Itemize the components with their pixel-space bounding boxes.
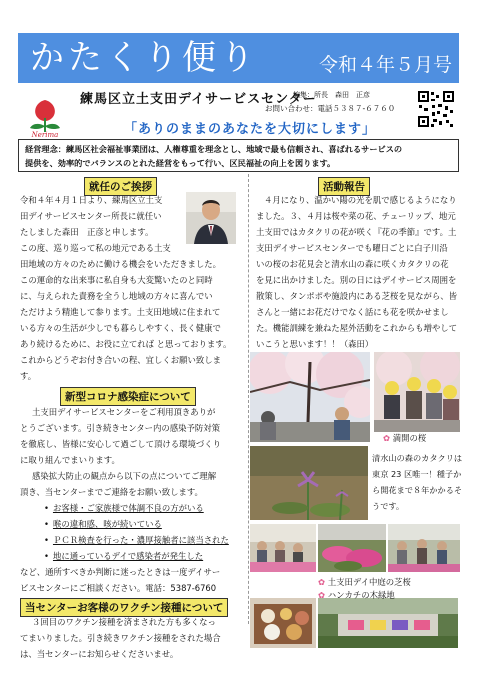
text-line: これからどうぞお付き合いの程、宜しくお願い致しま	[20, 355, 221, 365]
corona-text	[20, 404, 221, 500]
text-line: た。機能訓練を兼ねた屋外活動をこれからも増やして	[256, 323, 457, 333]
text-line: この度、巡り巡って私の地元である土支	[20, 243, 171, 253]
philosophy-line: 経営理念：練馬区社会福祉事業団は、人権尊重を理念とし、地域で最も信頼され、喜ばれるサービスの	[25, 144, 403, 154]
qr-code[interactable]	[417, 90, 455, 128]
editor-line: 編集：所長 森田 正彦	[293, 91, 370, 99]
activity-text	[256, 192, 457, 352]
text-line: ただけよう精進して参ります。土支田地域に住まれて	[20, 307, 221, 317]
garden-photo-2	[388, 524, 460, 572]
text-line: 土支田デイサービスセンターをご利用頂きありが	[32, 407, 216, 417]
katakuri-caption	[372, 450, 462, 514]
shibazakura-caption	[318, 576, 411, 588]
text-line: いの桜のお花見会と清水山の森に咲くカタクリの花	[256, 259, 449, 269]
text-line: 土支田ではカタクリの花が咲く『花の季節』です。土	[256, 227, 457, 237]
issue-date: 令和４年５月号	[318, 54, 452, 76]
text-line: 田地域の方々のために働ける機会をいただきました。	[20, 259, 221, 269]
text-line: など、通所すべきか判断に迷ったときは一度デイサー	[20, 567, 221, 577]
text-line: この運命的な出来事に私自身も大変驚いたのと同時	[20, 275, 213, 285]
philosophy-box	[18, 139, 459, 172]
bullet-item	[44, 548, 203, 564]
text-line: てまいりました。引き続きワクチン接種をされた場合	[20, 633, 221, 643]
text-line: いこうと思います！！（森田）	[256, 339, 374, 349]
text-line: 支田デイサービスセンターでも曜日ごとに白子川沿	[256, 243, 448, 253]
slogan: 「ありのままのあなたを大切にします」	[124, 122, 377, 137]
text-line: さんと一緒にお花だけでなく話にも花を咲かせまし	[256, 307, 449, 317]
bullet-text: お客様・ご家族様で体調不良の方がいる	[52, 503, 204, 513]
text-line: たしました森田 正彦と申します。	[20, 227, 154, 237]
text-line: ました。３、４月は桜や菜の花、チューリップ、地元	[256, 211, 456, 221]
text-line: に、与えられた責務を全うし地域の方々に喜んでい	[20, 291, 213, 301]
flower-icon: ✿	[318, 577, 326, 587]
cherry-caption	[383, 432, 426, 444]
bullet-item	[44, 532, 229, 548]
text-line: 田デイサービスセンター所長に就任い	[20, 211, 162, 221]
cherry-blossom-photo	[250, 352, 370, 442]
vaccine-heading: 当センターお客様のワクチン接種について	[20, 598, 228, 617]
shibazakura-photo	[318, 524, 386, 572]
text-line: ４月になり、温かい陽の光を肌で感じるようになり	[264, 195, 457, 205]
director-photo	[186, 192, 236, 244]
text-line: 東京 23 区唯一！種子か	[372, 469, 462, 479]
greeting-heading: 就任のご挨拶	[84, 177, 157, 196]
activity-heading: 活動報告	[318, 177, 370, 196]
corona-heading: 新型コロナ感染症について	[60, 387, 196, 406]
bullet-item	[44, 516, 162, 532]
hankachi-caption	[318, 589, 395, 601]
text-line: ３回目のワクチン接種を済まされた方も多くなっ	[32, 617, 216, 627]
vaccine-text	[20, 614, 221, 662]
logo-text: Nerima	[31, 131, 59, 138]
text-line: 感染拡大防止の観点から以下の点についてご理解	[32, 471, 217, 481]
caption-text: ハンカチの木緑地	[327, 590, 395, 600]
contact-line: お問い合わせ：電話５３８７-６７６０	[265, 104, 396, 113]
text-line: 散策し、タンポポや施設内にある芝桜を見ながら、皆	[256, 291, 457, 301]
newsletter-title: かたくり便り	[30, 38, 258, 78]
group-photo	[374, 352, 460, 432]
bullet-text: ＰＣＲ検査を行った・濃厚接触者に該当された	[52, 535, 229, 545]
corona-after-text	[20, 564, 220, 596]
text-line: ビスセンターにご相談ください。電話：5387-6760	[20, 583, 217, 593]
text-line: を見に出かけました。別の日にはデイサービス周囲を	[256, 275, 457, 285]
flower-icon: ✿	[383, 433, 391, 443]
hankachi-tree-photo	[318, 598, 458, 648]
text-line: 清水山の森のカタクリは	[372, 453, 463, 463]
caption-text: 土支田デイ中庭の芝桜	[327, 577, 411, 587]
text-line: うです。	[372, 501, 405, 511]
text-line: に取り組んでまいります。	[20, 455, 120, 465]
text-line: あり続けるために、お役に立てれば と思っております。	[20, 339, 232, 349]
meal-photo	[250, 598, 316, 648]
text-line: を徹底し、皆様に安心して過ごして頂ける環境づくり	[20, 439, 221, 449]
katakuri-photo	[250, 446, 368, 520]
text-line: す。	[20, 371, 37, 381]
text-line: とうございます。引き続きセンター内の感染予防対策	[20, 423, 220, 433]
text-line: は、当センターにお知らせくださいませ。	[20, 649, 179, 659]
bullet-text: 喉の違和感、咳が続いている	[52, 519, 162, 529]
column-divider	[248, 174, 249, 624]
garden-photo-1	[250, 524, 316, 572]
text-line: 令和４年４月１日より、練馬区立土支	[20, 195, 163, 205]
bullet-text: 地に通っているデイで感染者が発生した	[52, 551, 204, 561]
text-line: ら開花まで８年かかるそ	[372, 485, 463, 495]
bullet-item	[44, 500, 204, 516]
text-line: いる方々の生活が少しでも暮らしやすく、長く健康で	[20, 323, 221, 333]
philosophy-line: 提供を、効率的でバランスのとれた経営をもって行い、区民福祉の向上を図ります。	[25, 158, 336, 168]
organization-name: 練馬区立土支田デイサービスセンター	[80, 92, 317, 107]
nerima-logo-icon	[22, 92, 68, 138]
text-line: 頂き、当センターまでご連絡をお願い致します。	[20, 487, 203, 497]
caption-text: 満開の桜	[392, 433, 427, 443]
flower-icon: ✿	[318, 590, 326, 600]
